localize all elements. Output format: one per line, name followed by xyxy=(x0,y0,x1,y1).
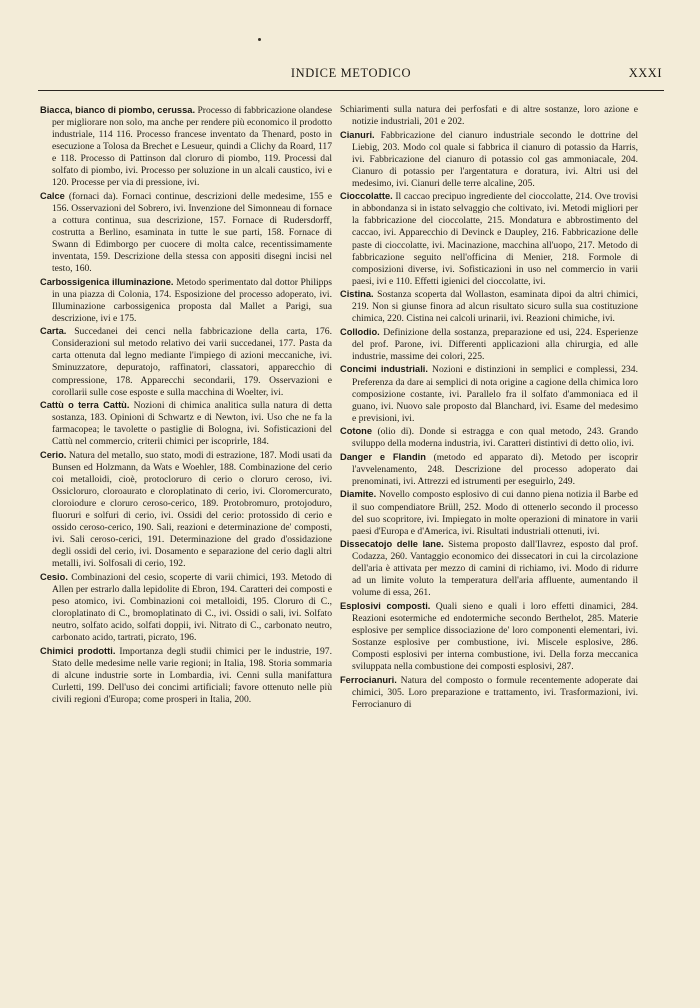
entry-text: Sostanza scoperta dal Wollaston, esaminata dipoi da altri chimici, 219. Non si giunse finora ad alcun risultato sicuro sulla sua costituzione chimica, 220. Cistina nei calcoli urinarii, ivi. Reazioni chimiche, ivi. xyxy=(352,289,638,325)
index-entry xyxy=(40,399,332,448)
entry-text: Il caccao precipuo ingrediente del cioccolatte, 214. Ove trovisi in abbondanza si in istato selvaggio che coltivato, ivi. Metodi migliori per la fabbricazione del cioccolatte, 215. Mondatura e abbrostimento del caccao, ivi. Apparecchio di Devinck e Daupley, 216. Fabbricazione delle paste di cioccolatte, ivi. Macinazione, macchina all'uopo, 217. Metodo di fabbricazione seguito nell'officina di Menier, 218. Formole di composizioni diverse, ivi. Sofisticazioni in uso nel commercio in varii paesi, ivi e 110. Effetti igienici del cioccolatte, ivi. xyxy=(352,191,638,287)
left-column xyxy=(40,104,332,706)
entry-text: Succedanei dei cenci nella fabbricazione della carta, 176. Considerazioni sul metodo relativo dei varii succedanei, 177. Pasta da carta ottenuta dal legno mediante l'impiego di azioni meccaniche, ivi. Sminuzzatore, depuratojo, raffinatori, classatori, apparecchio di compressione, 178. Apparecchi secondarii, 179. Osservazioni e corollarii sulle cose esposte e sulla macchina di Woelter, ivi. xyxy=(52,326,332,398)
entry-heading: Carbossigenica illuminazione. xyxy=(40,276,174,287)
entry-heading: Esplosivi composti. xyxy=(340,600,431,611)
index-entry xyxy=(340,190,638,287)
index-entry xyxy=(340,425,638,450)
entry-text: Natura del metallo, suo stato, modi di estrazione, 187. Modi usati da Bunsen ed Holzmann, da Wats e Woehler, 188. Combinazione del cerio coi metalloidi, cioè, protocloruro di cerio o cloruro ceroso, ivi. Ossicloruro, cloroaurato e cloroplatinato di cerio, ivi. Cloromercurato, cloroiodure e cloruro ceroso-cerico, 189. Protobromuro, protojoduro, fluoruri e solfuri di cerio, ivi. Ossidi del cerio: protossido di cerio e ossido ceroso-cerico, 190. Sali, reazioni e determinazione de' composti, ivi. Sali ceroso-cerici, 191. Determinazione del grado d'ossidazione degli ossidi del cerio, ivi. Dosamento e separazione del cerio dagli altri metalli, ivi. Solfosali di cerio, 192. xyxy=(52,449,332,570)
index-entry xyxy=(340,326,638,363)
index-entry xyxy=(40,104,332,189)
entry-text: (metodo ed apparato di). Metodo per iscoprir l'avvelenamento, 248. Descrizione del processo adoperato dai prenominati, ivi. Attrezzi ed istrumenti per eseguirlo, 249. xyxy=(352,451,639,487)
index-entry xyxy=(340,674,638,711)
entry-text: Metodo sperimentato dal dottor Philipps in una piazza di Colonia, 174. Esposizione del processo adoperato, ivi. Illuminazione carbossigenica proposta dal Mallet a Parigi, sua descrizione, ivi e 175. xyxy=(52,276,332,324)
index-entry xyxy=(40,571,332,644)
entry-text: (fornaci da). Fornaci continue, descrizioni delle medesime, 155 e 156. Osservazioni del Sobrero, ivi. Invenzione del Simonneau di fornace a cottura continua, sua descrizione, 157. Fornace di Rudersdorff, costrutta a Berlino, esaminata in tutte le sue parti, 158. Fornace di Swann di Edimborgo per cuocere di molta calce, recentissimamente inventata, 159. Descrizione della stessa con appositi disegni incisi nel testo, 160. xyxy=(52,190,332,275)
entry-heading: Diamite. xyxy=(340,489,377,500)
entry-heading: Ferrocianuri. xyxy=(340,674,397,685)
entry-heading: Cianuri. xyxy=(340,129,375,140)
index-entry xyxy=(340,451,638,488)
index-entry xyxy=(340,488,638,537)
index-entry xyxy=(40,276,332,325)
entry-text: Processo di fabbricazione olandese per migliorare non solo, ma anche per rendere più economico il prodotto industriale, 114 116. Processo francese inventato da Thenard, posto in esecuzione a Tolosa da Brechet e Lesueur, quindi a Clichy da Roard, 117 e 118. Processo di Pattinson dal cloruro di piombo, 119. Processi dal solfato di piombo, ivi. Processo per soluzione in un alcali caustico, ivi e 120. Processe per via di pressione, ivi. xyxy=(52,105,332,189)
entry-heading: Cerio. xyxy=(40,449,67,460)
entry-heading: Carta. xyxy=(40,326,67,337)
entry-heading: Cioccolatte. xyxy=(340,191,393,202)
entry-heading: Danger e Flandin xyxy=(340,451,426,462)
entry-heading: Biacca, bianco di piombo, cerussa. xyxy=(40,105,196,115)
entry-heading: Chimici prodotti. xyxy=(40,645,116,656)
index-entry xyxy=(340,538,638,599)
page-number: XXXI xyxy=(628,66,662,80)
index-entry xyxy=(340,600,638,673)
entry-text: Sistema proposto dall'Ilavrez, esposto dal prof. Codazza, 260. Vantaggio economico dei dissecatori in cui la circolazione dell'aria è attivata per mezzo di camini di richiamo, ivi. Modo di ridurre ad un limite voluto la temperatura dell'aria affluente, aumentando il volume di essa, 261. xyxy=(352,539,638,599)
index-entry xyxy=(40,325,332,398)
right-column xyxy=(340,104,638,711)
entry-text: Fabbricazione del cianuro industriale secondo le dottrine del Liebig, 203. Modo col quale si fabbrica il cianuro di potassio da Harris, ivi. Fabbricazione del cianuro di potassio col gas ammoniacale, 204. Cianuro di potassio per l'argentatura e doratura, ivi. Altri usi del medesimo, ivi. Cianuri delle terre alcaline, 205. xyxy=(352,129,638,189)
entry-text: Novello composto esplosivo di cui danno piena notizia il Barbe ed il suo compendiatore Brüll, 252. Modo di ottenerlo secondo il processo del suo scopritore, ivi. Impiegato in molte operazioni di minatore in varii paesi d'Europa e d'America, ivi. Risultati industriali ottenuti, ivi. xyxy=(352,489,638,537)
entry-text: Combinazioni del cesio, scoperte di varii chimici, 193. Metodo di Allen per estrarlo dalla lepidolite di Ebron, 194. Caratteri dei composti e peso atomico, ivi. Combinazioni coi metalloidi, 195. Cloruro di C., cloroplatinato di C., bromoplatinato di C., ivi. Ossidi o sali, ivi. Solfato neutro, solfato acido, solfati doppii, ivi. Nitrato di C., carbonato neutro, carbonato acido, tartrati, picrato, 196. xyxy=(52,571,332,644)
entry-heading: Cotone xyxy=(340,426,373,437)
index-entry xyxy=(40,190,332,275)
entry-text: (olio di). Donde si estragga e con qual metodo, 243. Grando sviluppo della moderna industria, ivi. Caratteri distintivi di detto olio, ivi. xyxy=(352,426,638,450)
entry-text: Definizione della sostanza, preparazione ed usi, 224. Esperienze del prof. Parone, ivi. Differenti applicazioni alla chirurgia, ed alle industrie, massime dei colori, 225. xyxy=(352,326,638,362)
entry-heading: Cattù o terra Cattù. xyxy=(40,400,130,411)
entry-text: Nozioni e distinzioni in semplici e complessi, 234. Preferenza da dare ai semplici di nota origine a cagione della chimica loro composizione costante, ivi. Parallelo fra il solfato d'ammoniaca ed il guano, ivi. Nuovo sale proposto dal Blanchard, ivi. Esame del medesimo e previsioni, ivi. xyxy=(352,364,638,424)
entry-text: Importanza degli studii chimici per le industrie, 197. Stato delle medesime nelle varie regioni; in Italia, 198. Storia sommaria di alcune industrie sorte in Lombardia, ivi. Cenni sulla manifattura Curletti, 199. Dell'uso dei concimi artificiali; favore ottenuto nelle più civili regioni d'Europa; come prosperi in Italia, 200. xyxy=(52,645,332,705)
index-entry xyxy=(40,449,332,570)
entry-heading: Dissecatojo delle lane. xyxy=(340,539,444,550)
header-rule xyxy=(38,90,664,91)
index-entry xyxy=(340,363,638,424)
entry-heading: Collodio. xyxy=(340,326,380,337)
index-entry xyxy=(340,104,638,128)
index-entry xyxy=(340,129,638,190)
entry-text: Nozioni di chimica analitica sulla natura di detta sostanza, 183. Opinioni di Schwartz e di Newton, ivi. Uso che ne fa la farmacopea; le tavolette o pastiglie di Bologna, ivi. Sofisticazioni del Cattù nel commercio, criterii chimici per iscoprirle, 184. xyxy=(52,400,332,448)
entry-text: Natura del composto o formule recentemente adoperate dai chimici, 305. Loro preparazione e trattamento, ivi. Trasformazioni, ivi. Ferrocianuro di xyxy=(352,674,638,710)
page-title: INDICE METODICO xyxy=(290,66,412,80)
entry-heading: Cesio. xyxy=(40,571,68,582)
index-entry xyxy=(340,288,638,325)
entry-heading: Calce xyxy=(40,190,65,201)
entry-heading: Cistina. xyxy=(340,289,374,300)
index-entry xyxy=(40,645,332,706)
entry-heading: Concimi industriali. xyxy=(340,364,428,375)
running-header xyxy=(40,64,662,84)
entry-text: Quali sieno e quali i loro effetti dinamici, 284. Reazioni esotermiche ed endotermiche secondo Berthelot, 285. Materie esplosive per semplice dissociazione de' loro componenti elementari, ivi. Sostanze esplosive per combustione, ivi. Miscele esplosive, 286. Composti esplosivi per interna combustione, ivi. Della forza meccanica sviluppata nella combustione dei composti esplosivi, 287. xyxy=(352,600,638,673)
entry-text: Schiarimenti sulla natura dei perfosfati e di altre sostanze, loro azione e notizie industriali, 201 e 202. xyxy=(340,104,638,128)
print-speck xyxy=(258,38,261,41)
